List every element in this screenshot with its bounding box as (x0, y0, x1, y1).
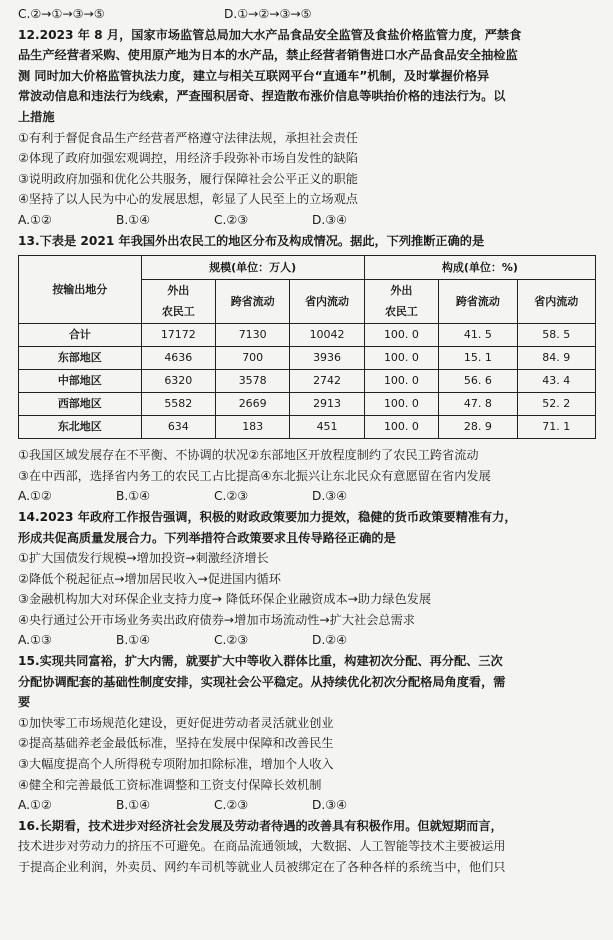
q13-option-a: A.①② (18, 489, 52, 504)
table-cell: 634 (141, 416, 215, 439)
q15-item: ②提高基础养老金最低标准，坚持在发展中保障和改善民生 (18, 736, 334, 751)
row-label: 西部地区 (19, 393, 142, 416)
table-cell: 6320 (141, 370, 215, 393)
q12-item: ②体现了政府加强宏观调控，用经济手段弥补市场自发性的缺陷 (18, 151, 358, 166)
question-13 (18, 231, 601, 507)
header-cross-province: 跨省流动 (439, 280, 517, 324)
header-outbound-1: 外出 (364, 280, 438, 302)
q14-option-d: D.②④ (312, 633, 348, 648)
q12-item: ④坚持了以人民为中心的发展思想，彰显了人民至上的立场观点 (18, 192, 358, 207)
q15-item: ①加快零工市场规范化建设，更好促进劳动者灵活就业创业 (18, 715, 334, 730)
table-cell: 451 (290, 416, 364, 439)
table-cell: 15. 1 (439, 347, 517, 370)
q12-options (18, 210, 601, 231)
q15-item: ③大幅度提高个人所得税专项附加扣除标准，增加个人收入 (18, 757, 334, 772)
q15-stem-line: 15.实现共同富裕，扩大内需，就要扩大中等收入群体比重，构建初次分配、再分配、三次 (18, 654, 503, 669)
table-cell: 58. 5 (517, 324, 595, 347)
table-cell: 52. 2 (517, 393, 595, 416)
table-cell: 2669 (216, 393, 290, 416)
q15-option-c: C.②③ (214, 798, 249, 813)
q15-option-d: D.③④ (312, 798, 348, 813)
q12-stem-line: 测 同时加大价格监管执法力度，建立与相关互联网平台“直通车”机制，及时掌握价格异 (18, 68, 490, 83)
q16-stem-line: 16.长期看，技术进步对经济社会发展及劳动者待遇的改善具有积极作用。但就短期而言， (18, 818, 503, 833)
table-cell: 2913 (290, 393, 364, 416)
table-row (19, 347, 596, 370)
q12-option-d: D.③④ (312, 212, 348, 227)
q12-item: ③说明政府加强和优化公共服务，履行保障社会公平正义的职能 (18, 171, 358, 186)
row-label: 东北地区 (19, 416, 142, 439)
table-cell: 100. 0 (364, 370, 438, 393)
table-cell: 3578 (216, 370, 290, 393)
q12-stem-line: 品生产经营者采购、使用原产地为日本的水产品，禁止经营者销售进口水产品食品安全抽检监 (18, 48, 518, 63)
q11-options (18, 4, 601, 25)
table-cell: 2742 (290, 370, 364, 393)
q13-item: ③在中西部，选择省内务工的农民工占比提高④东北振兴让东北民众有意愿留在省内发展 (18, 468, 491, 483)
question-15 (18, 651, 601, 816)
row-label: 中部地区 (19, 370, 142, 393)
q15-options (18, 795, 601, 816)
q13-option-c: C.②③ (214, 489, 249, 504)
q12-stem-line: 常波动信息和违法行为线索，严查囤积居奇、捏造散布涨价信息等哄抬价格的违法行为。以 (18, 89, 506, 104)
table-row (19, 324, 596, 347)
header-region: 按输出地分 (19, 256, 142, 324)
table-cell: 700 (216, 347, 290, 370)
table-cell: 43. 4 (517, 370, 595, 393)
table-cell: 4636 (141, 347, 215, 370)
table-cell: 100. 0 (364, 393, 438, 416)
question-16 (18, 816, 601, 878)
row-label: 合计 (19, 324, 142, 347)
q15-stem-line: 分配协调配套的基础性制度安排，实现社会公平稳定。从持续优化初次分配格局角度看，需 (18, 674, 506, 689)
q14-options (18, 630, 601, 651)
table-cell: 17172 (141, 324, 215, 347)
q14-option-b: B.①④ (116, 633, 151, 648)
table-cell: 100. 0 (364, 347, 438, 370)
header-within-province: 省内流动 (290, 280, 364, 324)
table-cell: 41. 5 (439, 324, 517, 347)
q11-option-d: D.①→②→③→⑤ (224, 7, 312, 21)
q13-options (18, 486, 601, 507)
q14-stem-line: 14.2023 年政府工作报告强调，积极的财政政策要加力提效，稳健的货币政策要精准有力， (18, 509, 517, 524)
q12-option-c: C.②③ (214, 212, 249, 227)
header-scale: 规模(单位：万人) (141, 256, 364, 280)
q14-stem-line: 形成共促高质量发展合力。下列举措符合政策要求且传导路径正确的是 (18, 530, 396, 545)
q13-stem: 13.下表是 2021 年我国外出农民工的地区分布及构成情况。据此，下列推断正确的是 (18, 233, 485, 248)
q15-stem-line: 要 (18, 695, 31, 710)
q15-item: ④健全和完善最低工资标准调整和工资支付保障长效机制 (18, 777, 322, 792)
table-cell: 10042 (290, 324, 364, 347)
q15-option-a: A.①② (18, 798, 52, 813)
table-cell: 56. 6 (439, 370, 517, 393)
row-label: 东部地区 (19, 347, 142, 370)
table-cell: 47. 8 (439, 393, 517, 416)
q13-item: ①我国区域发展存在不平衡、不协调的状况②东部地区开放程度制约了农民工跨省流动 (18, 448, 479, 463)
table-cell: 100. 0 (364, 324, 438, 347)
q14-item: ①扩大国债发行规模→增加投资→刺激经济增长 (18, 551, 269, 566)
header-cross-province: 跨省流动 (216, 280, 290, 324)
question-12 (18, 25, 601, 231)
q15-option-b: B.①④ (116, 798, 151, 813)
q13-option-d: D.③④ (312, 489, 348, 504)
table-row (19, 416, 596, 439)
q13-option-b: B.①④ (116, 489, 151, 504)
table-row (19, 370, 596, 393)
q12-stem-line: 12.2023 年 8 月，国家市场监管总局加大水产品食品安全监管及食盐价格监管力度，严禁食 (18, 27, 522, 42)
question-14 (18, 507, 601, 651)
table-cell: 71. 1 (517, 416, 595, 439)
table-row (19, 393, 596, 416)
q12-option-b: B.①④ (116, 212, 151, 227)
q14-item: ③金融机构加大对环保企业支持力度→ 降低环保企业融资成本→助力绿色发展 (18, 592, 432, 607)
header-outbound-2: 农民工 (141, 302, 215, 324)
q12-item: ①有利于督促食品生产经营者严格遵守法律法规，承担社会责任 (18, 130, 358, 145)
table-cell: 100. 0 (364, 416, 438, 439)
q16-stem-line: 于提高企业利润，外卖员、网约车司机等就业人员被绑定在了各种各样的系统当中，他们只 (18, 860, 506, 874)
header-within-province: 省内流动 (517, 280, 595, 324)
table-cell: 7130 (216, 324, 290, 347)
header-composition: 构成(单位：%) (364, 256, 595, 280)
q12-option-a: A.①② (18, 212, 52, 227)
header-outbound-2: 农民工 (364, 302, 438, 324)
table-cell: 28. 9 (439, 416, 517, 439)
q14-item: ④央行通过公开市场业务卖出政府债券→增加市场流动性→扩大社会总需求 (18, 612, 415, 627)
q14-option-a: A.①③ (18, 633, 52, 648)
table-body (19, 324, 596, 439)
table-cell: 84. 9 (517, 347, 595, 370)
table-cell: 5582 (141, 393, 215, 416)
table-cell: 3936 (290, 347, 364, 370)
table-cell: 183 (216, 416, 290, 439)
q16-stem-line: 技术进步对劳动力的挤压不可避免。在商品流通领域，大数据、人工智能等技术主要被运用 (18, 839, 506, 854)
header-outbound-1: 外出 (141, 280, 215, 302)
q11-option-c: C.②→①→③→⑤ (18, 7, 105, 21)
q14-option-c: C.②③ (214, 633, 249, 648)
q12-stem-line: 上措施 (18, 109, 55, 124)
migrant-workers-table (18, 255, 596, 439)
q14-item: ②降低个税起征点→增加居民收入→促进国内循环 (18, 571, 281, 586)
